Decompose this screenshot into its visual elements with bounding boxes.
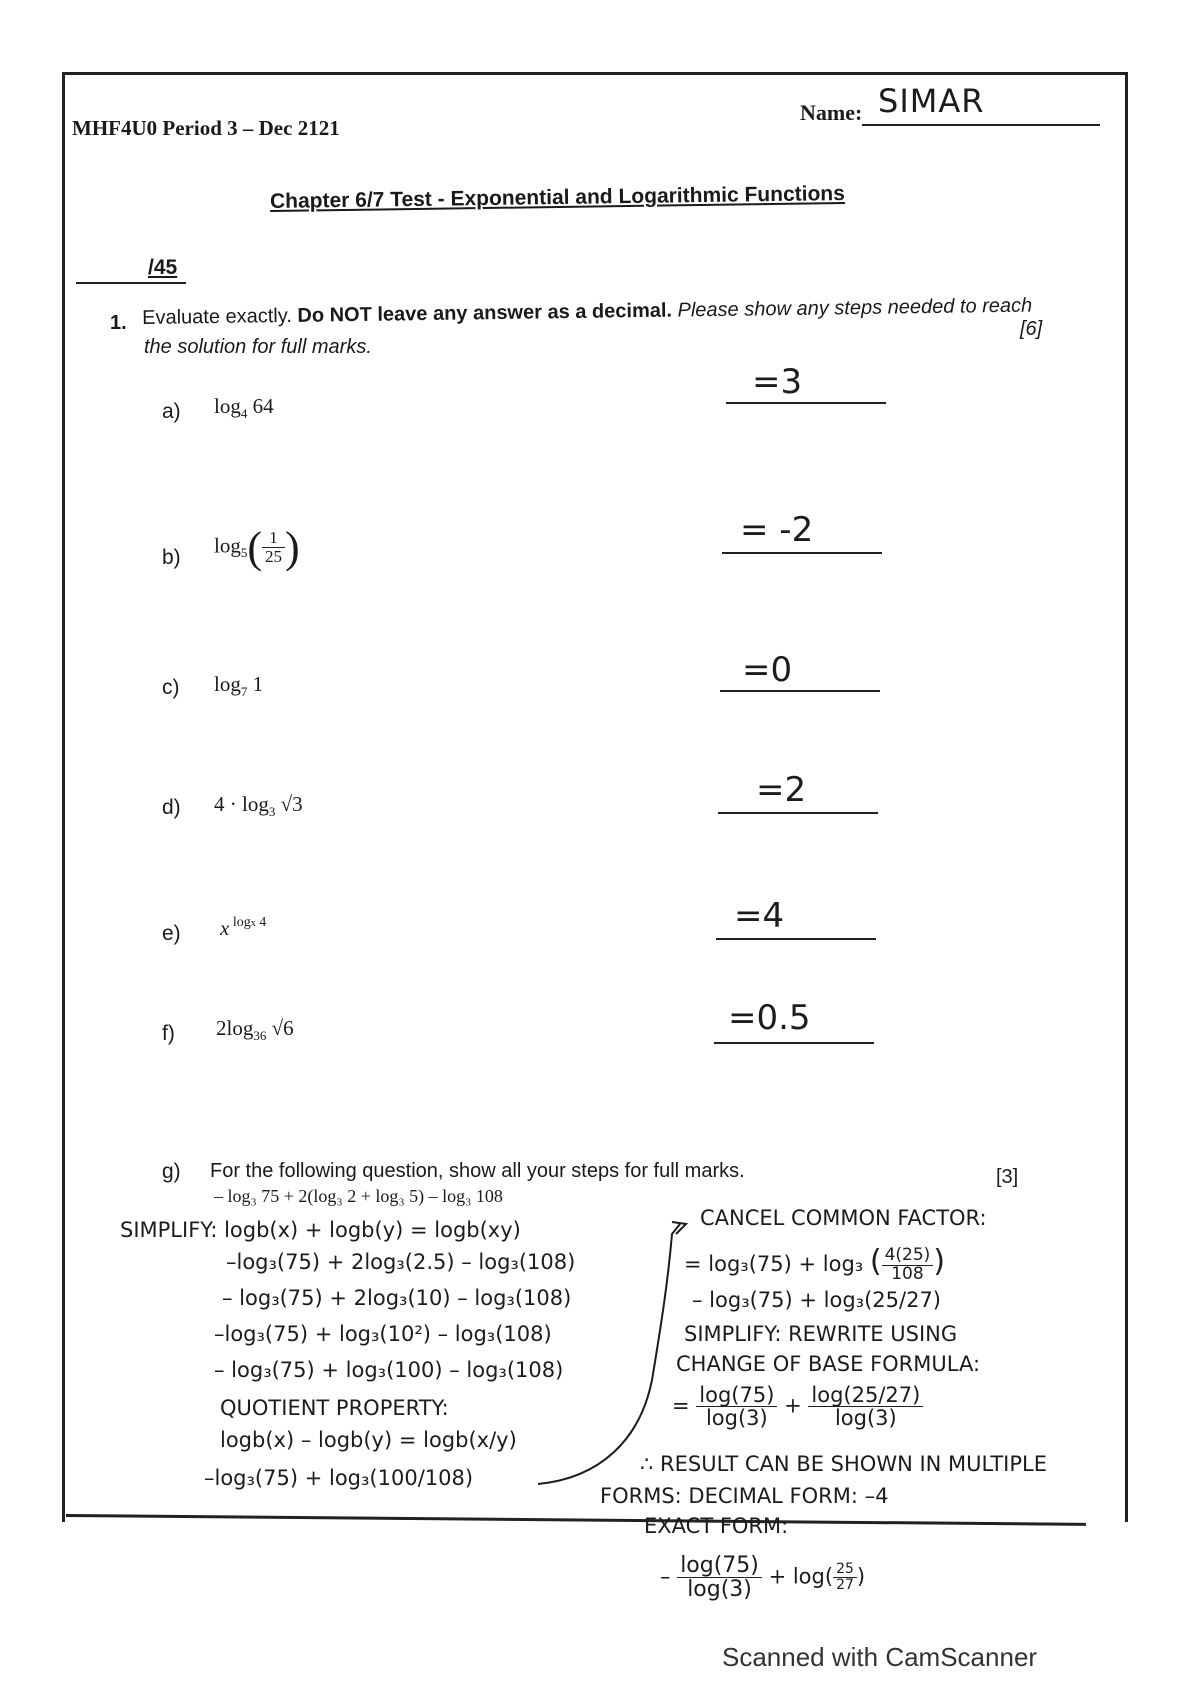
- expr-d-log: 4 · log: [214, 792, 269, 816]
- cob-num-2: log(25/27): [808, 1384, 923, 1407]
- expr-d-base: 3: [268, 804, 276, 819]
- exact-den-2: 27: [836, 1577, 854, 1594]
- work-right-line-1: = log₃(75) + log₃ ( $\frac{4(25)}{108}$ ): [684, 1244, 946, 1284]
- work-right-line-2: – log₃(75) + log₃(25/27): [692, 1288, 941, 1312]
- work-right-change-of-base-result: = $\frac{\log(75)}{\log(3)}$ + $\frac{\log(25/27)}{\log(3)}$: [672, 1384, 923, 1429]
- expr-c-log: log: [214, 672, 241, 696]
- expr-c-arg: 1: [247, 672, 264, 696]
- work-left-line-6: QUOTIENT PROPERTY:: [220, 1396, 449, 1420]
- part-label-c: c): [162, 676, 180, 699]
- part-label-b: b): [162, 546, 181, 569]
- question-g-marks: [3]: [996, 1166, 1019, 1188]
- expr-b-base: 5: [240, 545, 248, 561]
- work-left-line-1: SIMPLIFY: logb(x) + logb(y) = logb(xy): [120, 1218, 521, 1242]
- part-label-f: f): [162, 1022, 175, 1045]
- test-title: Chapter 6/7 Test - Exponential and Logarithmic Functions: [269, 181, 845, 214]
- cob-den-1: log(3): [705, 1406, 768, 1431]
- work-right-cancel: CANCEL COMMON FACTOR:: [700, 1206, 987, 1230]
- part-label-e: e): [162, 922, 181, 945]
- instruction-bold: Do NOT leave any answer as a decimal.: [297, 299, 673, 327]
- cob-den-2: log(3): [834, 1406, 897, 1431]
- work-right-line-1-text: = log₃(75) + log₃: [684, 1252, 864, 1276]
- work-left-line-3: – log₃(75) + 2log₃(10) – log₃(108): [222, 1286, 572, 1310]
- expr-e-x: x: [220, 916, 230, 940]
- instruction-italic-2: the solution for full marks.: [144, 336, 372, 358]
- exact-num-1: log(75): [677, 1554, 762, 1578]
- work-right-simplify: SIMPLIFY: REWRITE USING: [684, 1322, 958, 1346]
- exact-num-2: 25: [833, 1562, 857, 1578]
- instruction-italic: Please show any steps needed to reach: [677, 294, 1033, 322]
- exact-den-1: log(3): [687, 1577, 752, 1603]
- expr-a-arg: 64: [247, 394, 274, 418]
- work-right-change-base: CHANGE OF BASE FORMULA:: [676, 1352, 981, 1376]
- work-right-exact-label: EXACT FORM:: [644, 1514, 789, 1538]
- answer-a: =3: [752, 362, 803, 402]
- part-label-a: a): [162, 400, 181, 423]
- cob-num-1: log(75): [696, 1384, 777, 1407]
- course-info: MHF4U0 Period 3 – Dec 2121: [72, 116, 340, 140]
- answer-d: =2: [756, 770, 807, 810]
- expression-b: $\log_5$( $\frac{1}{25}$ ): [214, 523, 300, 572]
- expr-f-log: 2log: [216, 1016, 254, 1040]
- work-right-result-2: FORMS: DECIMAL FORM: –4: [600, 1484, 889, 1508]
- expr-d-arg: √3: [275, 792, 303, 816]
- question-marks: [6]: [1020, 318, 1043, 340]
- expr-b-denominator: 25: [265, 547, 282, 566]
- work-right-exact-form: – $\frac{\log(75)}{\log(3)}$ + log( $\frac{25}{27}$ ): [660, 1553, 866, 1603]
- expr-e-exp-arg: 4: [255, 915, 267, 930]
- expr-a-log: log: [214, 394, 241, 418]
- name-label: Name:: [800, 100, 863, 125]
- answer-e: =4: [734, 896, 785, 936]
- work-right-line-1-num: 4(25): [882, 1247, 934, 1266]
- question-g-expression: – log₃ 75 + 2(log₃ 2 + log₃ 5) – log₃ 108: [214, 1186, 503, 1206]
- expr-c-base: 7: [240, 684, 248, 699]
- work-left-line-7: logb(x) – logb(y) = logb(x/y): [220, 1428, 517, 1452]
- expr-f-base: 36: [253, 1028, 267, 1043]
- work-left-line-4: –log₃(75) + log₃(10²) – log₃(108): [214, 1322, 552, 1346]
- answer-f: =0.5: [728, 998, 811, 1038]
- expr-b-log: log: [214, 533, 241, 558]
- question-number: 1.: [110, 312, 127, 334]
- work-right-result-1: ∴ RESULT CAN BE SHOWN IN MULTIPLE: [640, 1452, 1047, 1476]
- expr-f-arg: √6: [266, 1016, 294, 1040]
- expr-a-base: 4: [240, 406, 248, 421]
- question-g-instruction: For the following question, show all your steps for full marks.: [210, 1160, 745, 1182]
- work-left-line-8: –log₃(75) + log₃(100/108): [204, 1466, 474, 1490]
- answer-b: = -2: [740, 510, 814, 550]
- part-label-d: d): [162, 796, 181, 819]
- answer-c: =0: [742, 650, 793, 690]
- student-name: SIMAR: [878, 82, 985, 120]
- expr-e-exp-log: log: [232, 915, 251, 930]
- instruction-plain: Evaluate exactly.: [142, 304, 293, 329]
- work-left-line-2: –log₃(75) + 2log₃(2.5) – log₃(108): [226, 1250, 576, 1274]
- part-label-g: g): [162, 1160, 181, 1183]
- work-left-line-5: – log₃(75) + log₃(100) – log₃(108): [214, 1358, 564, 1382]
- work-right-line-1-den: 108: [891, 1263, 924, 1284]
- expr-b-numerator: 1: [262, 529, 285, 548]
- scanner-watermark: Scanned with CamScanner: [722, 1642, 1038, 1672]
- score-total: /45: [148, 256, 178, 279]
- expr-e-exp-base: x: [250, 918, 256, 929]
